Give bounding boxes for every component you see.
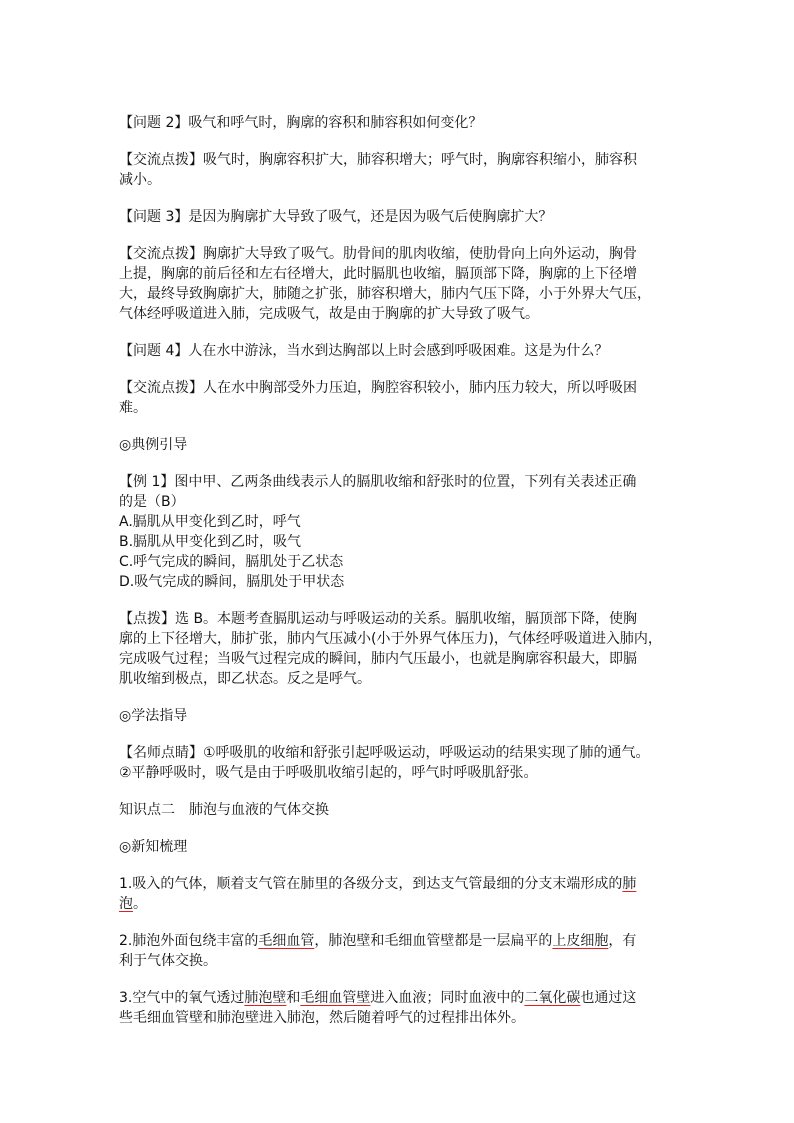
section-heading-method: ◎学法指导	[119, 708, 188, 724]
fill-blank-alveolar-wall: 肺泡壁	[244, 990, 287, 1006]
section-heading-examples: ◎典例引导	[119, 437, 188, 453]
knowledge-item-2: 2.肺泡外面包绕丰富的毛细血管，肺泡壁和毛细血管壁都是一层扁平的上皮细胞，有 利于气体交换。	[119, 933, 637, 969]
answer-2: 【交流点拨】吸气时，胸廓容积扩大，肺容积增大；呼气时，胸廓容积缩小，肺容积 减小。	[119, 152, 637, 188]
question-3: 【问题 3】是因为胸廓扩大导致了吸气，还是因为吸气后使胸廓扩大？	[119, 209, 553, 225]
document-page	[119, 113, 689, 1028]
example-1-tip: 【点拨】选 B。本题考查膈肌运动与呼吸运动的关系。膈肌收缩，膈顶部下降，使胸 廓的上下径增大，肺扩张，肺内气压减小(小于外界气体压力)，气体经呼吸道进入肺内， 完成吸气过程；当吸气过程完成的瞬间，肺内气压最小，也就是胸廓容积最大，即膈 肌收缩到极点，即乙状态。反之是呼气。	[119, 611, 662, 687]
knowledge-item-1: 1.吸入的气体，顺着支气管在肺里的各级分支，到达支气管最细的分支末端形成的肺 泡。	[119, 876, 637, 912]
fill-blank-capillaries: 毛细血管	[258, 933, 315, 949]
question-2: 【问题 2】吸气和呼气时，胸廓的容积和肺容积如何变化？	[119, 115, 483, 131]
section-heading-new-knowledge: ◎新知梳理	[119, 839, 188, 855]
option-a: A.膈肌从甲变化到乙时，呼气	[119, 514, 301, 530]
fill-blank-alveolus-part1: 肺	[622, 876, 637, 892]
option-d: D.吸气完成的瞬间，膈肌处于甲状态	[119, 574, 345, 590]
knowledge-point-2-title: 知识点二 肺泡与血液的气体交换	[119, 802, 329, 818]
master-tip: 【名师点睛】①呼吸肌的收缩和舒张引起呼吸运动，呼吸运动的结果实现了肺的通气。 ②平静呼吸时，吸气是由于呼吸肌收缩引起的，呼气时呼吸肌舒张。	[119, 745, 650, 781]
fill-blank-alveolus-part2: 泡	[119, 896, 133, 912]
knowledge-item-3: 3.空气中的氧气透过肺泡壁和毛细血管壁进入血液；同时血液中的二氧化碳也通过这 些毛细血管壁和肺泡壁进入肺泡，然后随着呼气的过程排出体外。	[119, 990, 637, 1026]
fill-blank-carbon-dioxide: 二氧化碳	[524, 990, 581, 1006]
option-b: B.膈肌从甲变化到乙时，吸气	[119, 534, 302, 550]
answer-3: 【交流点拨】胸廓扩大导致了吸气。肋骨间的肌肉收缩，使肋骨向上向外运动，胸骨 上提，胸廓的前后径和左右径增大，此时膈肌也收缩，膈顶部下降，胸廓的上下径增 大，最终导致胸廓扩大，肺随之扩张，肺容积增大，肺内气压下降，小于外界大气压， 气体经呼吸道进入肺，完成吸气，故是由于胸廓的扩大导致了吸气。	[119, 246, 651, 322]
fill-blank-capillary-wall: 毛细血管壁	[300, 990, 371, 1006]
question-4: 【问题 4】人在水中游泳，当水到达胸部以上时会感到呼吸困难。这是为什么？	[119, 343, 609, 359]
option-c: C.呼气完成的瞬间，膈肌处于乙状态	[119, 554, 344, 570]
answer-4: 【交流点拨】人在水中胸部受外力压迫，胸腔容积较小，肺内压力较大，所以呼吸困 难。	[119, 380, 637, 416]
example-1: 【例 1】图中甲、乙两条曲线表示人的膈肌收缩和舒张时的位置，下列有关表述正确 的是（B） A.膈肌从甲变化到乙时，呼气 B.膈肌从甲变化到乙时，吸气 C.呼气完成的瞬间，膈肌处于乙状态 D.吸气完成的瞬间，膈肌处于甲状态	[119, 472, 689, 592]
fill-blank-epithelial-cells: 上皮细胞	[552, 933, 609, 949]
